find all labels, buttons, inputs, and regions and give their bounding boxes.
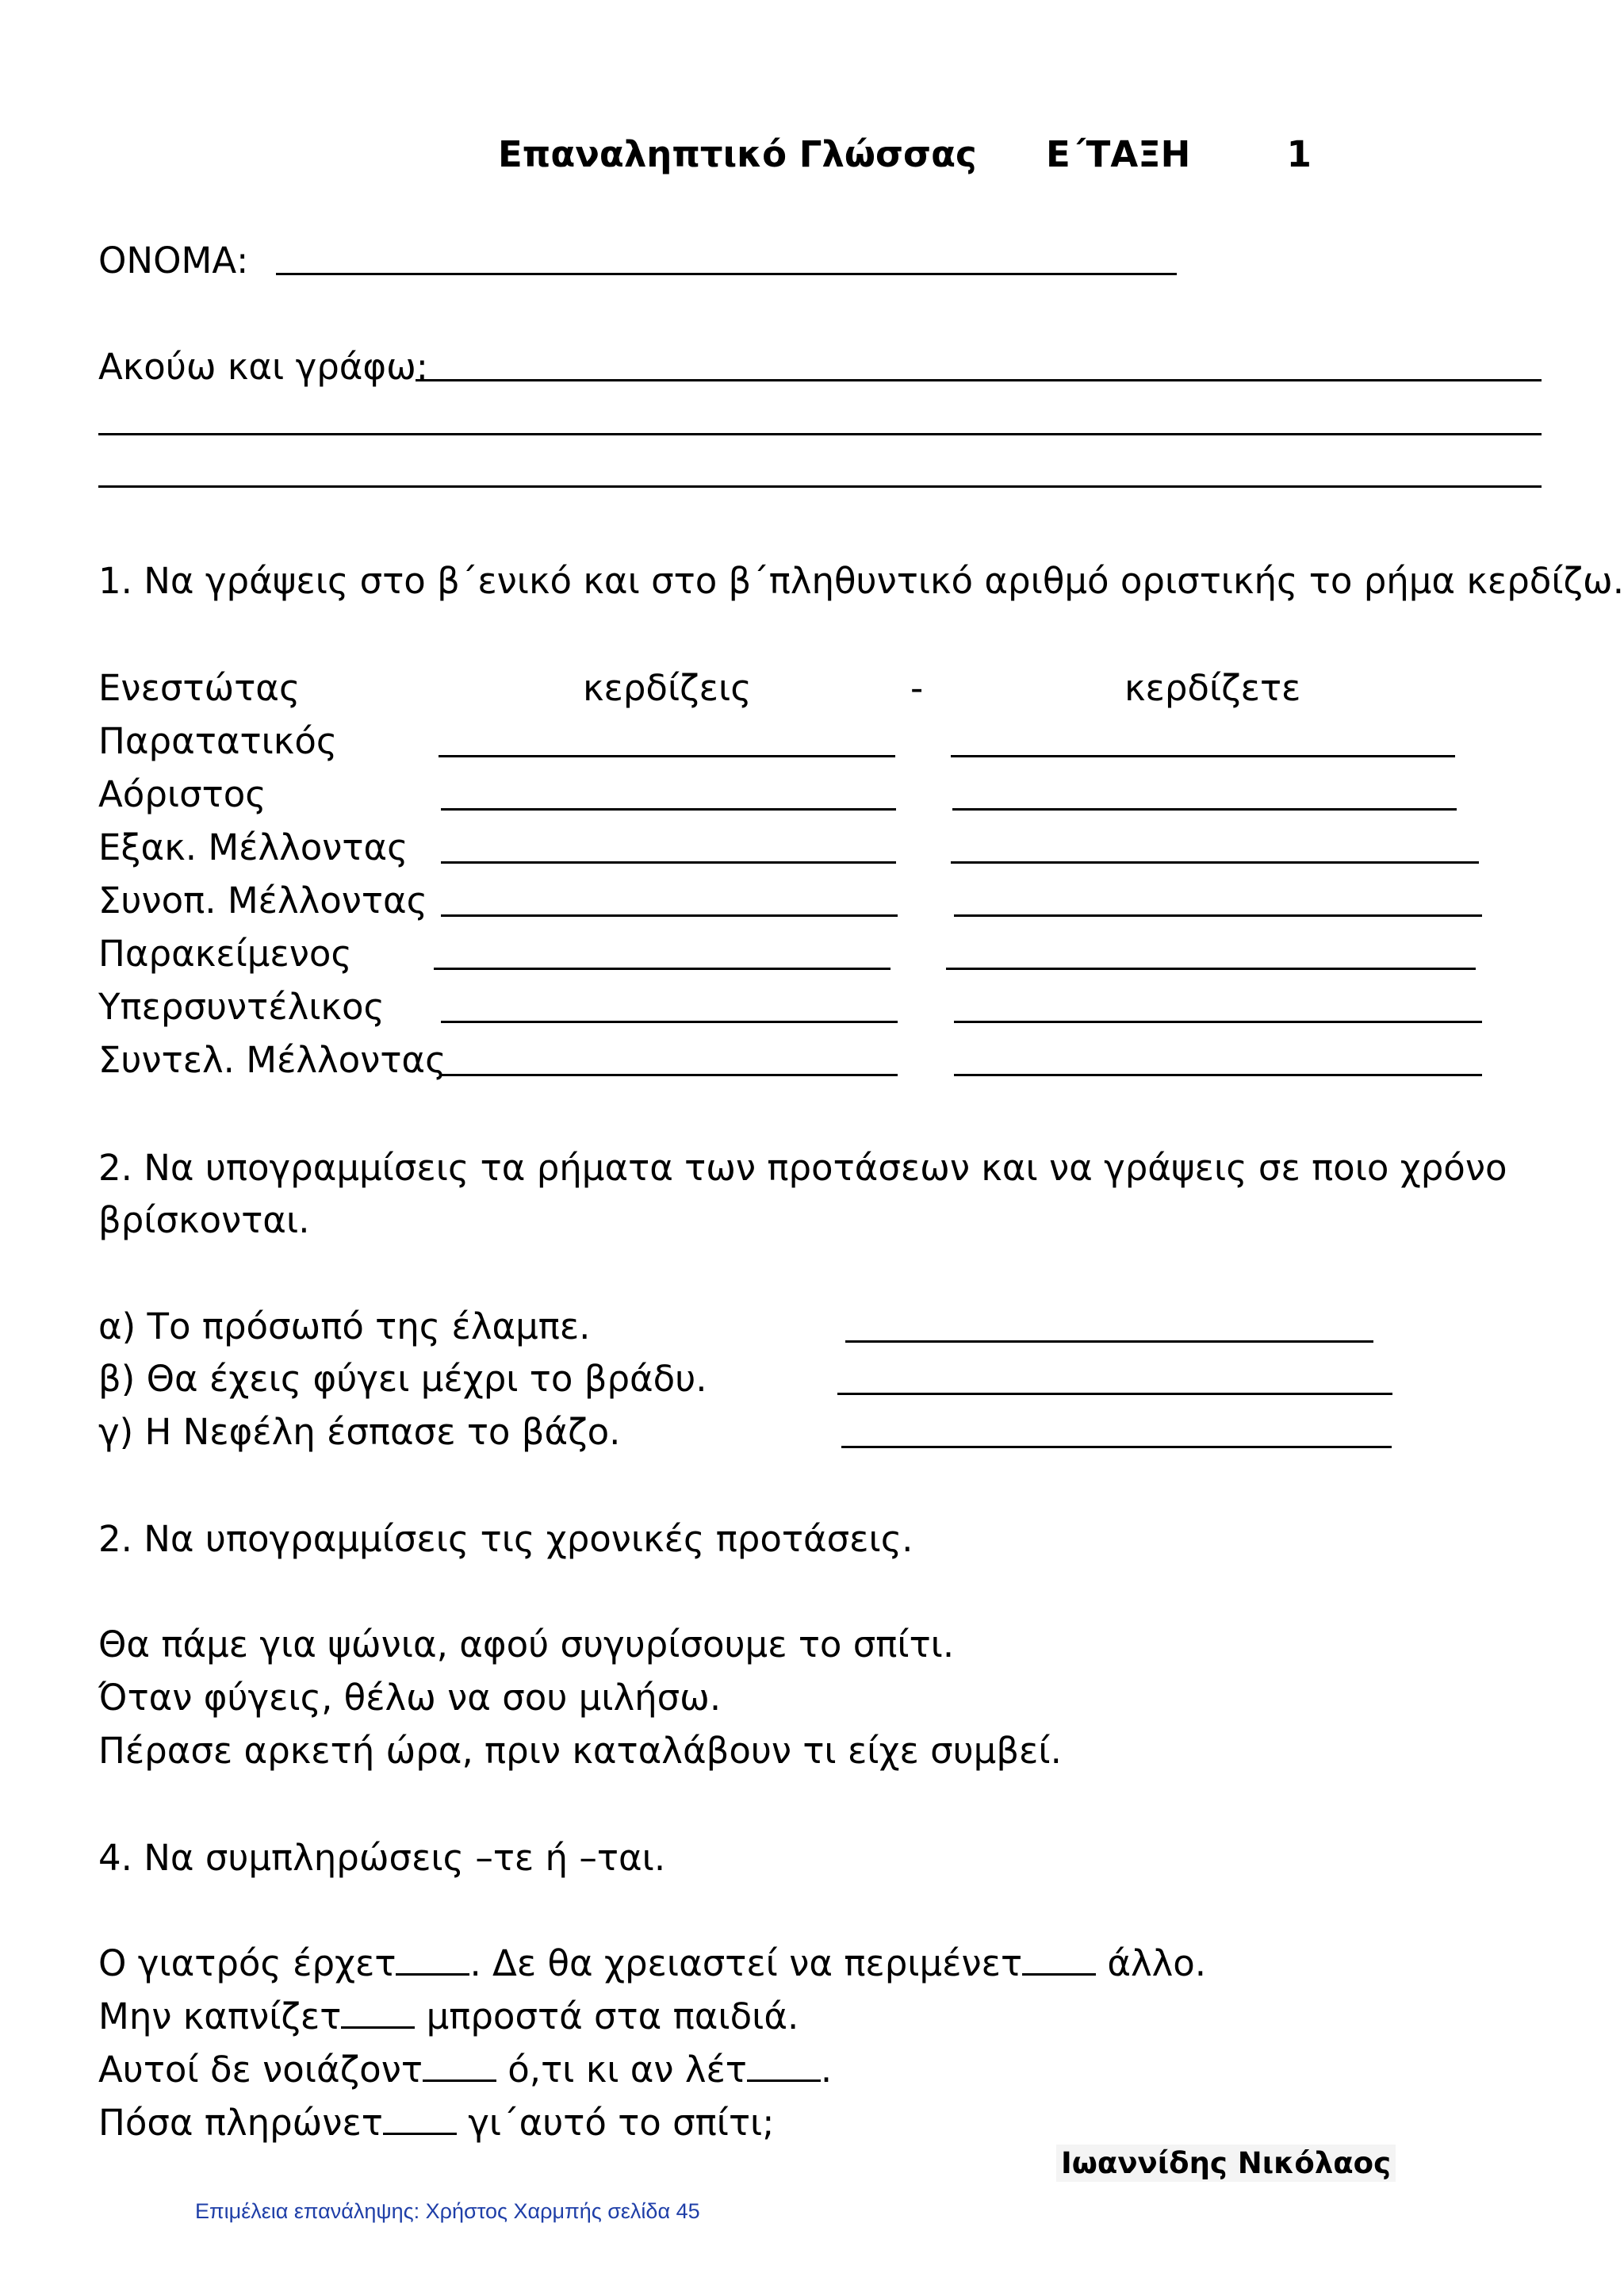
tense-singular-line[interactable] xyxy=(434,968,891,970)
tense-label: Εξακ. Μέλλοντας xyxy=(98,826,408,868)
tense-label: Παρακείμενος xyxy=(98,933,352,975)
exercise3-sentence: Όταν φύγεις, θέλω να σου μιλήσω. xyxy=(98,1677,722,1719)
dictation-label: Ακούω και γράφω: xyxy=(98,346,428,388)
exercise2-sentence: α) Το πρόσωπό της έλαμπε. xyxy=(98,1305,591,1347)
sentence-text: μπροστά στα παιδιά. xyxy=(415,1995,799,2037)
tense-label: Υπερσυντέλικος xyxy=(98,986,385,1028)
sentence-text: Ο γιατρός έρχετ xyxy=(98,1942,396,1984)
title-grade: Ε΄ΤΑΞΗ xyxy=(1046,133,1191,175)
sentence-text: Πόσα πληρώνετ xyxy=(98,2102,383,2144)
example-dash: - xyxy=(910,667,924,709)
tense-plural-line[interactable] xyxy=(954,914,1482,917)
exercise4-sentence xyxy=(98,1995,799,2037)
sentence-text: ό,τι κι αν λέτ xyxy=(496,2049,747,2091)
sentence-text: Αυτοί δε νοιάζοντ xyxy=(98,2049,423,2091)
sentence-text: γι΄αυτό το σπίτι; xyxy=(456,2102,775,2144)
tense-label: Συνοπ. Μέλλοντας xyxy=(98,880,428,922)
exercise2-answer-line[interactable] xyxy=(845,1340,1373,1343)
tense-plural-line[interactable] xyxy=(951,861,1479,864)
exercise2-sentence: β) Θα έχεις φύγει μέχρι το βράδυ. xyxy=(98,1358,707,1400)
exercise3-sentence: Πέρασε αρκετή ώρα, πριν καταλάβουν τι είχε συμβεί. xyxy=(98,1730,1062,1772)
exercise2-answer-line[interactable] xyxy=(837,1393,1392,1395)
dictation-line-2[interactable] xyxy=(98,433,1542,435)
fill-blank[interactable] xyxy=(423,2053,496,2082)
tense-plural-line[interactable] xyxy=(954,1074,1482,1076)
exercise3-sentence: Θα πάμε για ψώνια, αφού συγυρίσουμε το σπίτι. xyxy=(98,1623,955,1665)
sentence-text: Μην καπνίζετ xyxy=(98,1995,342,2037)
exercise1-instruction: 1. Να γράψεις στο β΄ενικό και στο β΄πληθυντικό αριθμό οριστικής το ρήμα κερδίζω. xyxy=(98,560,1624,602)
tense-singular-line[interactable] xyxy=(439,755,895,757)
title-subject: Επαναληπτικό Γλώσσας xyxy=(498,133,977,175)
worksheet-title xyxy=(498,133,1312,175)
tense-plural-line[interactable] xyxy=(946,968,1476,970)
tense-singular-line[interactable] xyxy=(441,1074,898,1076)
dictation-line-3[interactable] xyxy=(98,485,1542,488)
example-singular: κερδίζεις xyxy=(583,667,752,709)
tense-plural-line[interactable] xyxy=(951,755,1455,757)
name-answer-line[interactable] xyxy=(276,273,1177,275)
sentence-text: . Δε θα χρειαστεί να περιμένετ xyxy=(469,1942,1023,1984)
page-footer: Επιμέλεια επανάληψης: Χρήστος Χαρμπής σελίδα 45 xyxy=(195,2199,700,2223)
sentence-text: άλλο. xyxy=(1096,1942,1207,1984)
tense-plural-line[interactable] xyxy=(954,1021,1482,1023)
name-label: ΟΝΟΜΑ: xyxy=(98,240,249,282)
title-number: 1 xyxy=(1286,133,1312,175)
exercise2-answer-line[interactable] xyxy=(841,1446,1392,1448)
fill-blank[interactable] xyxy=(396,1946,469,1976)
fill-blank[interactable] xyxy=(747,2053,821,2082)
fill-blank[interactable] xyxy=(341,1999,415,2029)
exercise3-instruction: 2. Να υπογραμμίσεις τις χρονικές προτάσεις. xyxy=(98,1518,914,1560)
tense-label: Συντελ. Μέλλοντας xyxy=(98,1039,446,1081)
exercise2-instruction-cont: βρίσκονται. xyxy=(98,1199,310,1241)
dictation-line-1[interactable] xyxy=(416,379,1542,381)
exercise2-sentence: γ) Η Νεφέλη έσπασε το βάζο. xyxy=(98,1411,621,1453)
example-plural: κερδίζετε xyxy=(1124,667,1301,709)
sentence-text: . xyxy=(820,2049,833,2091)
exercise4-sentence xyxy=(98,1942,1207,1984)
tense-singular-line[interactable] xyxy=(441,808,896,811)
exercise4-sentence xyxy=(98,2049,833,2091)
fill-blank[interactable] xyxy=(1022,1946,1096,1976)
fill-blank[interactable] xyxy=(383,2106,457,2135)
tense-singular-line[interactable] xyxy=(441,914,898,917)
tense-label: Παρατατικός xyxy=(98,720,338,762)
tense-singular-line[interactable] xyxy=(441,1021,898,1023)
exercise4-instruction: 4. Να συμπληρώσεις –τε ή –ται. xyxy=(98,1837,666,1879)
tense-plural-line[interactable] xyxy=(952,808,1457,811)
tense-singular-line[interactable] xyxy=(441,861,896,864)
example-tense: Ενεστώτας xyxy=(98,667,301,709)
exercise4-sentence xyxy=(98,2102,775,2144)
author-name: Ιωαννίδης Νικόλαος xyxy=(1056,2145,1396,2182)
exercise2-instruction: 2. Να υπογραμμίσεις τα ρήματα των προτάσεων και να γράψεις σε ποιο χρόνο xyxy=(98,1147,1507,1189)
tense-label: Αόριστος xyxy=(98,773,266,815)
